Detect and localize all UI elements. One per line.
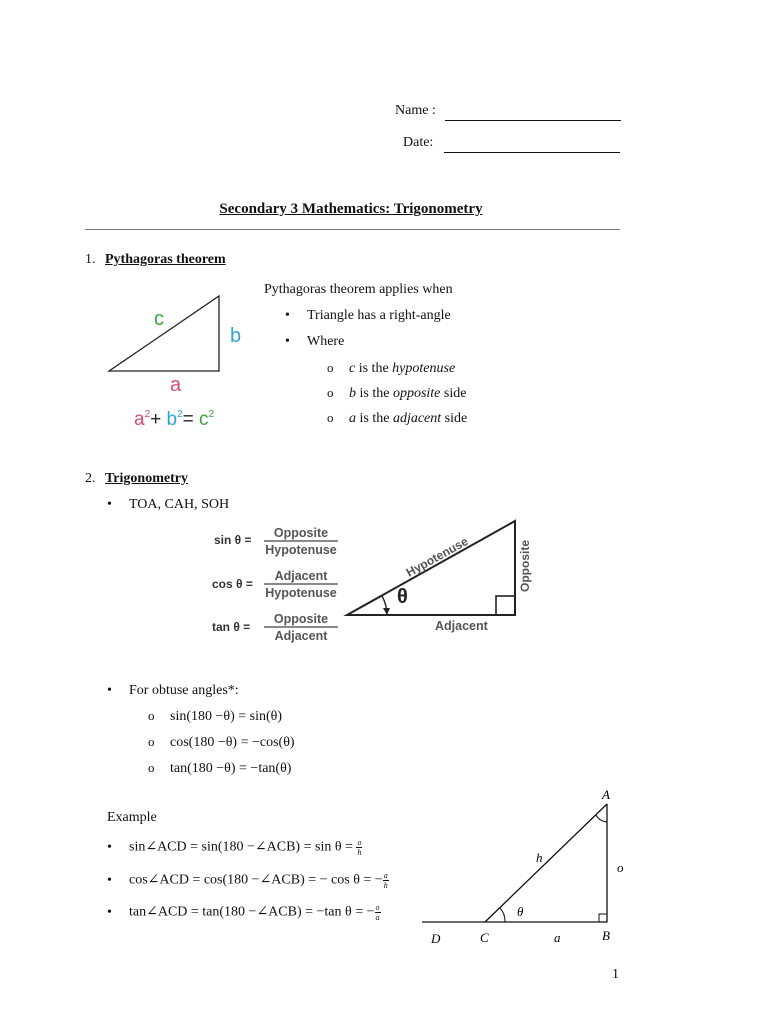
pythagoras-bullet-2: • Where bbox=[285, 333, 344, 351]
section1-heading: Pythagoras theorem bbox=[105, 252, 226, 267]
side-a-label: a bbox=[554, 930, 561, 945]
pythagoras-bullet-1: • Triangle has a right-angle bbox=[285, 307, 451, 325]
right-angle-marker-b bbox=[599, 914, 607, 922]
example-line-sin: • sin∠ACD = sin(180 −∠ACB) = sin θ = $\frac{o}{h}$ bbox=[107, 838, 362, 857]
section2-number: 2. bbox=[85, 471, 96, 486]
date-label: Date: bbox=[403, 135, 434, 150]
pythagoras-intro: Pythagoras theorem applies when bbox=[264, 282, 453, 297]
right-angle-marker bbox=[496, 596, 515, 615]
theta-label: θ bbox=[397, 586, 408, 608]
date-row bbox=[403, 134, 620, 153]
vertex-b-label: B bbox=[602, 928, 610, 943]
cos-denominator: Hypotenuse bbox=[265, 586, 337, 600]
hypotenuse-label: Hypotenuse bbox=[403, 534, 471, 580]
example-heading: Example bbox=[107, 810, 157, 825]
pythagoras-formula: $a^2+ b^2= c^2$ bbox=[134, 409, 215, 430]
soh-cah-toa-bullet: • TOA, CAH, SOH bbox=[107, 496, 229, 514]
obtuse-cos: o cos(180 −θ) = −cos(θ) bbox=[148, 733, 295, 752]
obtuse-sin: o sin(180 −θ) = sin(θ) bbox=[148, 707, 282, 726]
label-c: c bbox=[154, 308, 164, 330]
sin-numerator: Opposite bbox=[273, 526, 329, 540]
pythagoras-figure bbox=[106, 288, 258, 432]
label-a: a bbox=[170, 374, 182, 396]
vertex-a-label: A bbox=[602, 787, 610, 802]
example-triangle-figure bbox=[420, 785, 635, 950]
pythagoras-subpoint-1: o c is the hypotenuse bbox=[327, 359, 455, 378]
cos-numerator: Adjacent bbox=[274, 569, 328, 583]
vertex-c-label: C bbox=[480, 930, 489, 945]
adjacent-label: Adjacent bbox=[435, 619, 488, 633]
theta-arc-arrow bbox=[383, 608, 390, 615]
section2-heading-row bbox=[85, 470, 188, 488]
date-blank-line bbox=[444, 134, 620, 153]
section1-number: 1. bbox=[85, 252, 96, 267]
example-line-cos: • cos∠ACD = cos(180 −∠ACB) = − cos θ = − $\frac{a}{h}$ bbox=[107, 871, 389, 890]
obtuse-tan: o tan(180 −θ) = −tan(θ) bbox=[148, 759, 291, 778]
tan-numerator: Opposite bbox=[273, 612, 329, 626]
right-triangle-shape bbox=[109, 296, 219, 371]
name-label: Name : bbox=[395, 103, 436, 118]
opposite-label: Opposite bbox=[518, 539, 532, 592]
trig-ratios-figure bbox=[206, 515, 538, 650]
side-h-label: h bbox=[536, 850, 543, 865]
title-divider bbox=[85, 229, 620, 230]
obtuse-bullet: • For obtuse angles*: bbox=[107, 682, 239, 700]
side-o-label: o bbox=[617, 860, 624, 875]
label-b: b bbox=[230, 325, 242, 347]
name-blank-line bbox=[445, 102, 621, 121]
name-row bbox=[395, 102, 621, 121]
page-number: 1 bbox=[612, 967, 619, 982]
cos-label: cos θ = bbox=[212, 577, 253, 591]
tan-denominator: Adjacent bbox=[274, 629, 328, 643]
angle-theta-label: θ bbox=[517, 904, 524, 919]
pythagoras-subpoint-3: o a is the adjacent side bbox=[327, 409, 467, 428]
angle-a-arc bbox=[596, 815, 607, 822]
example-line-tan: • tan∠ACD = tan(180 −∠ACB) = −tan θ = − $\frac{o}{a}$ bbox=[107, 903, 381, 922]
page-title: Secondary 3 Mathematics: Trigonometry bbox=[219, 201, 483, 217]
angle-c-arc bbox=[500, 908, 505, 922]
sin-denominator: Hypotenuse bbox=[265, 543, 337, 557]
section2-heading: Trigonometry bbox=[105, 471, 188, 486]
pythagoras-subpoint-2: o b is the opposite side bbox=[327, 384, 466, 403]
hypotenuse-ca bbox=[485, 804, 607, 922]
tan-label: tan θ = bbox=[212, 620, 251, 634]
section1-heading-row bbox=[85, 251, 226, 269]
vertex-d-label: D bbox=[431, 931, 441, 946]
sin-label: sin θ = bbox=[214, 533, 252, 547]
